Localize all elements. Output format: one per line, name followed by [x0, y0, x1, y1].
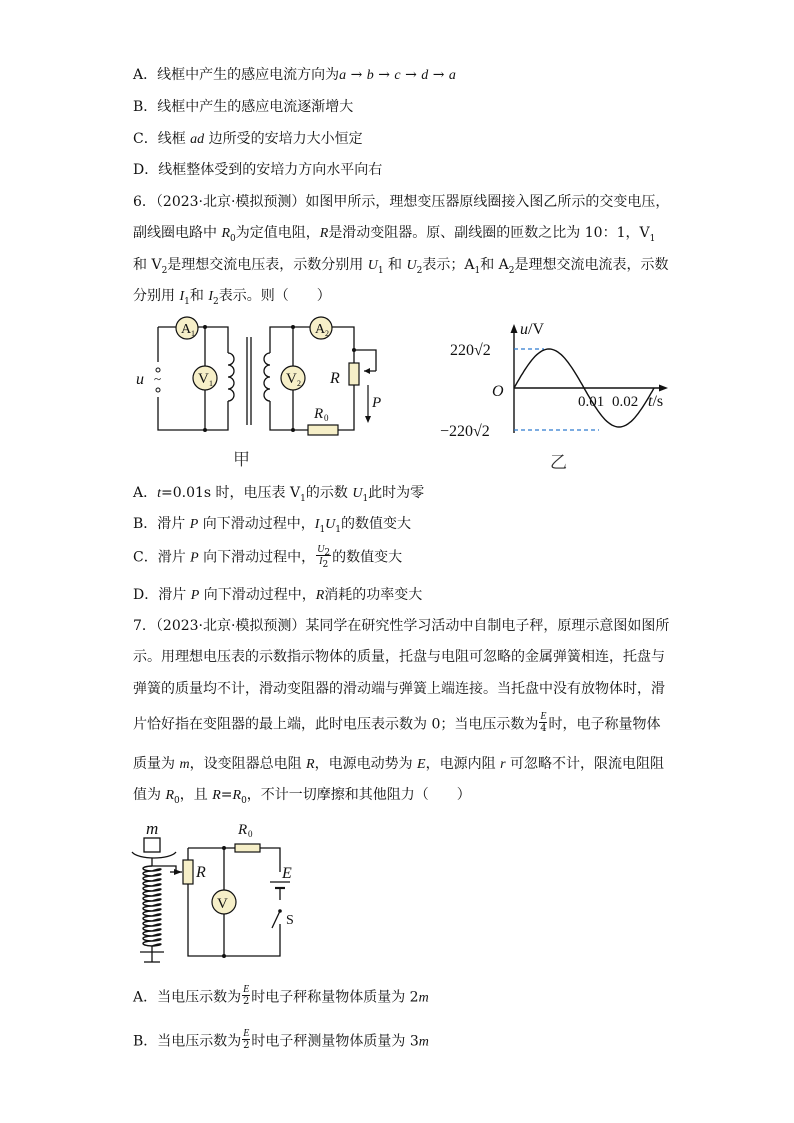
text: 的数值变大 — [332, 549, 403, 566]
p-label: P — [372, 395, 382, 411]
fraction-u2-over-i2 — [316, 544, 331, 570]
text: 副线圈电路中 — [133, 225, 222, 241]
text: 的示数 — [305, 485, 353, 501]
var: m — [179, 757, 190, 772]
text: 和 — [189, 288, 209, 304]
arrow: → — [350, 67, 363, 83]
q6-option-b — [133, 514, 411, 535]
var: U — [367, 258, 378, 273]
r-label: R — [196, 864, 206, 881]
sub: 0 — [174, 795, 180, 806]
r0-sub: 0 — [248, 829, 253, 839]
text: 时电子秤称量物体质量为 2 — [251, 989, 419, 1006]
y-min-label: −220√2 — [440, 423, 490, 440]
var: I — [179, 289, 185, 304]
sub: 2 — [322, 560, 329, 570]
text: ，电源内阻 — [425, 756, 501, 772]
fraction-e-over-2 — [242, 1028, 250, 1051]
text: 时，电子称量物体 — [548, 716, 661, 733]
var: ad — [190, 132, 205, 147]
u-label: u — [136, 371, 144, 388]
ac-source-tilde: ~ — [154, 371, 162, 386]
var: I — [208, 289, 213, 304]
q6-option-a — [133, 483, 424, 504]
option-text: A．线框中产生的感应电流方向为 — [133, 67, 340, 83]
sub: 1 — [335, 524, 342, 535]
q6-option-c — [133, 546, 402, 569]
var: U — [352, 486, 363, 501]
e-label: E — [282, 865, 292, 882]
num: 2 — [242, 996, 250, 1007]
text: 此时为零 — [368, 485, 425, 501]
origin-label: O — [492, 383, 504, 400]
text: 可忽略不计，限流电阻阻 — [505, 756, 664, 772]
text: 表示；A — [422, 257, 475, 273]
y-axis-label: u/V — [520, 321, 544, 338]
r-label: R — [330, 370, 340, 387]
q6-stem-line3 — [133, 255, 669, 276]
var: U — [406, 258, 417, 273]
var: P — [189, 517, 199, 532]
ammeter-a1 — [176, 317, 198, 339]
text: ，不计一切摩擦和其他阻力（ ） — [246, 787, 471, 803]
voltmeter-v2 — [281, 366, 305, 390]
text: ，且 — [179, 787, 213, 803]
text: 值为 — [133, 787, 166, 803]
text: A．当电压示数为 — [133, 989, 242, 1006]
voltmeter-v1 — [193, 366, 217, 390]
sub: 1 — [474, 265, 481, 276]
m-label: m — [146, 819, 159, 838]
var: t — [157, 486, 162, 501]
text: A． — [133, 485, 158, 501]
electronic-scale-circuit — [130, 812, 305, 972]
q6-stem-line4 — [133, 286, 331, 307]
s-label: S — [286, 913, 294, 928]
q7-stem-line6 — [133, 785, 471, 806]
var: E — [243, 984, 250, 995]
var: E — [417, 757, 426, 772]
resistor-r0 — [308, 425, 338, 435]
q6-option-d — [133, 585, 422, 606]
var: E — [540, 711, 547, 722]
var: R — [232, 788, 242, 803]
ammeter-a2 — [310, 317, 332, 339]
x-axis-label: t/s — [648, 393, 664, 410]
q7-option-b — [133, 1030, 429, 1053]
label: V — [286, 371, 297, 387]
sine-wave-figure — [440, 318, 680, 473]
label: 1 — [209, 379, 213, 388]
sub: 2 — [416, 265, 423, 276]
var: I — [314, 517, 320, 532]
num: 2 — [243, 1040, 250, 1051]
q5-option-a — [133, 65, 456, 86]
rheostat-r — [183, 860, 193, 884]
var: R — [221, 226, 231, 241]
var: E — [243, 1028, 250, 1039]
fraction-e-over-4 — [539, 711, 547, 734]
q7-stem-line2: 示。用理想电压表的示数指示物体的质量，托盘与电阻可忽略的金属弹簧相连，托盘与 — [133, 649, 665, 665]
var: c — [394, 68, 401, 83]
text: = — [220, 787, 233, 803]
var: b — [366, 68, 374, 83]
fraction-e-over-2 — [242, 984, 250, 1007]
figure-caption-yi: 乙 — [550, 453, 567, 472]
transformer-circuit-figure — [130, 315, 395, 470]
text: 是理想交流电压表，示数分别用 — [167, 257, 368, 273]
text: ，电源电动势为 — [314, 756, 418, 772]
label: 2 — [297, 379, 301, 388]
var: R — [315, 588, 325, 603]
label: V — [198, 371, 209, 387]
sub: 1 — [649, 233, 656, 244]
var: P — [190, 550, 199, 566]
label: 1 — [191, 329, 195, 338]
text: 为定值电阻， — [235, 225, 320, 241]
text: 是理想交流电流表，示数 — [514, 257, 669, 273]
text: 分别用 — [133, 288, 180, 304]
text: 表示。则（ ） — [218, 288, 331, 304]
var: m — [418, 990, 429, 1006]
y-unit: /V — [528, 321, 544, 338]
text: 片恰好指在变阻器的最上端，此时电压表示数为 0；当电压示数为 — [133, 716, 539, 733]
label: A — [315, 322, 326, 337]
arrow: → — [378, 67, 390, 83]
var: P — [190, 588, 200, 603]
text: 向下滑动过程中， — [198, 549, 316, 566]
q7-stem-line5 — [133, 754, 664, 775]
label: V — [217, 896, 228, 912]
q5-option-d: D．线框整体受到的安培力方向水平向右 — [133, 162, 383, 178]
r0-sub: 0 — [324, 413, 329, 423]
var: R — [319, 226, 329, 241]
var: R — [306, 757, 315, 772]
voltmeter-v — [212, 890, 236, 914]
text: =0.01s 时，电压表 V — [161, 485, 301, 501]
q6-stem-line2 — [133, 223, 655, 244]
text: D．滑片 — [133, 587, 191, 603]
num: 4 — [540, 723, 547, 734]
text: 消耗的功率变大 — [324, 587, 423, 603]
x-tick-2: 0.02 — [612, 394, 639, 410]
text: 的数值变大 — [341, 516, 412, 532]
text: 和 V — [133, 257, 162, 273]
sub: 2 — [212, 296, 219, 307]
sub: 1 — [362, 493, 369, 504]
var: R — [165, 788, 175, 803]
arrow: → — [405, 67, 417, 83]
rheostat-r — [349, 363, 359, 385]
q6-stem-line1: 6．（2023·北京·模拟预测）如图甲所示，理想变压器原线圈接入图乙所示的交变电压， — [133, 194, 670, 210]
r0-label: R — [314, 406, 324, 422]
text: 向下滑动过程中， — [198, 516, 315, 532]
text: 和 — [383, 257, 407, 273]
sub: 1 — [300, 493, 306, 504]
text: 向下滑动过程中， — [199, 587, 316, 603]
var: m — [418, 1034, 429, 1050]
r0-label: R — [238, 822, 248, 838]
label: 2 — [325, 329, 329, 338]
sub: 0 — [241, 795, 247, 806]
var: U — [317, 544, 325, 555]
var: a — [339, 68, 347, 83]
q7-stem-line3: 弹簧的质量均不计，滑动变阻器的滑动端与弹簧上端连接。当托盘中没有放物体时，滑 — [133, 681, 665, 697]
q7-stem-line4 — [133, 713, 660, 736]
x-tick-1: 0.01 — [578, 394, 605, 410]
var: R — [212, 788, 221, 803]
resistor-r0 — [235, 844, 260, 852]
var: U — [325, 517, 336, 532]
sub: 2 — [324, 548, 331, 558]
var: a — [448, 68, 456, 83]
sub: 0 — [230, 233, 236, 244]
q5-option-c — [133, 129, 363, 150]
sub: 2 — [161, 265, 168, 276]
q5-option-b: B．线框中产生的感应电流逐渐增大 — [133, 99, 354, 115]
text: 和 A — [480, 257, 509, 273]
label: A — [181, 322, 192, 337]
q7-option-a — [133, 986, 429, 1009]
text: ，设变阻器总电阻 — [189, 756, 307, 772]
sub: 2 — [508, 265, 515, 276]
sub: 1 — [319, 524, 326, 535]
sub: 1 — [184, 296, 190, 307]
y-max-label: 220√2 — [450, 342, 491, 359]
text: C．滑片 — [133, 549, 191, 566]
option-text: 边所受的安培力大小恒定 — [208, 131, 363, 147]
option-text: C．线框 — [133, 131, 186, 147]
text: B．当电压示数为 — [133, 1033, 242, 1050]
var: d — [421, 68, 429, 83]
var: r — [500, 757, 506, 772]
figure-caption-jia: 甲 — [233, 450, 250, 469]
text: 时电子秤测量物体质量为 3 — [251, 1033, 419, 1050]
arrow: → — [432, 67, 445, 83]
text: 质量为 — [133, 756, 180, 772]
sub: 1 — [377, 265, 384, 276]
var: I — [319, 556, 323, 567]
q7-stem-line1: 7．（2023·北京·模拟预测）某同学在研究性学习活动中自制电子秤，原理示意图如图所 — [133, 618, 670, 634]
text: 是滑动变阻器。原、副线圈的匝数之比为 10：1，V — [328, 225, 650, 241]
text: B．滑片 — [133, 516, 190, 532]
